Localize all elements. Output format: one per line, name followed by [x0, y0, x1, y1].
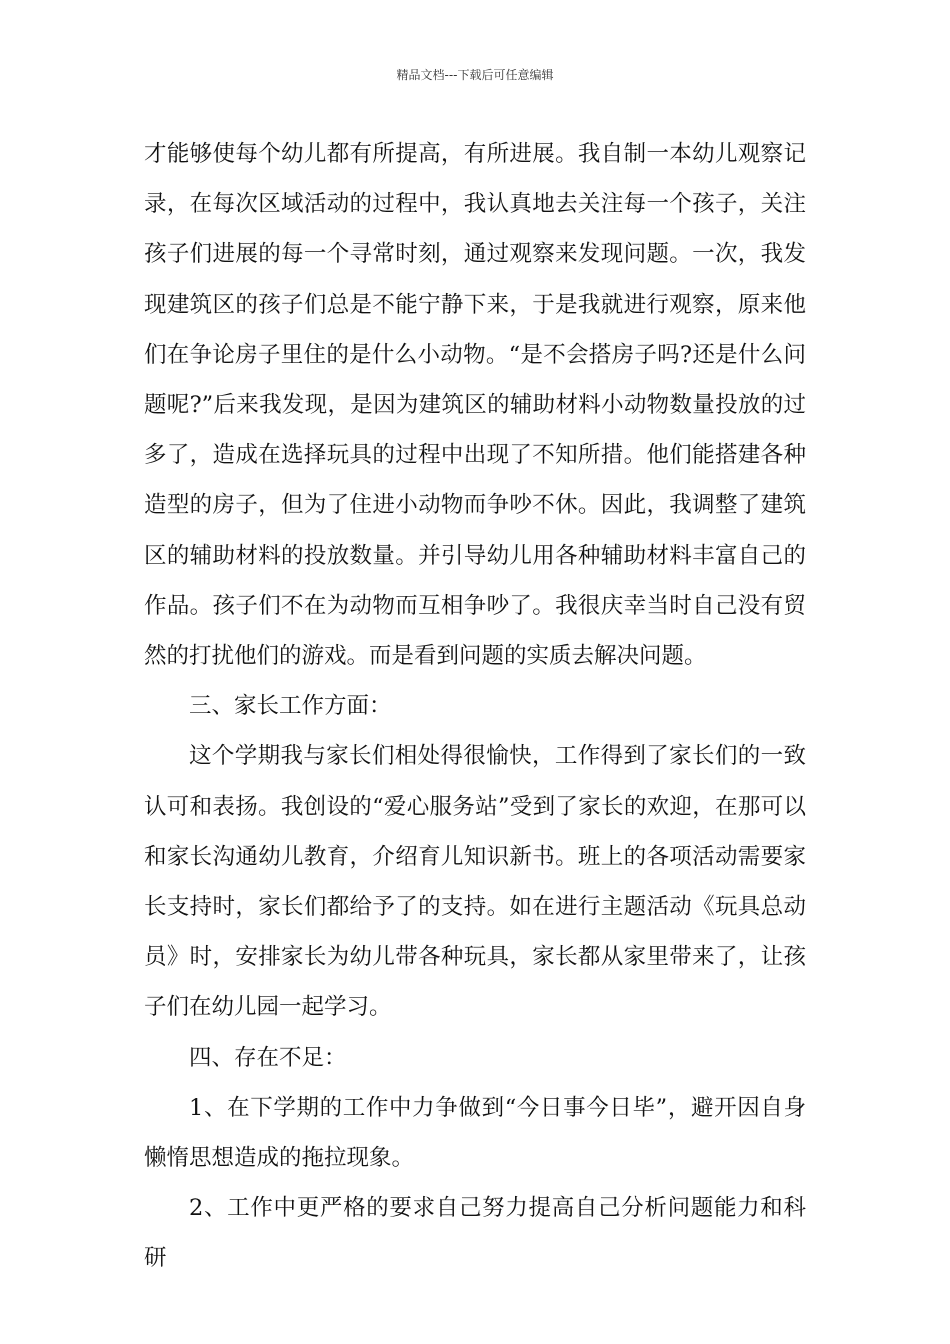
paragraph-shortcoming-2: 2、工作中更严格的要求自己努力提高自己分析问题能力和科研 — [144, 1195, 806, 1272]
document-body — [144, 129, 806, 1284]
page-header: 精品文档---下载后可任意编辑 — [396, 68, 554, 82]
section-heading-shortcomings: 四、存在不足： — [189, 1044, 347, 1071]
paragraph-shortcoming-1: 1、在下学期的工作中力争做到“今日事今日毕”，避开因自身懒惰思想造成的拖拉现象。 — [144, 1094, 806, 1172]
section-heading-parent-work: 三、家长工作方面： — [189, 693, 392, 720]
paragraph-observation: 才能够使每个幼儿都有所提高，有所进展。我自制一本幼儿观察记录，在每次区域活动的过程中，我认真地去关注每一个孩子，关注孩子们进展的每一个寻常时刻，通过观察来发现问题。一次，我发现建筑区的孩子们总是不能宁静下来，于是我就进行观察，原来他们在争论房子里住的是什么小动物。“是不会搭房子吗?还是什么问题呢?”后来我发现，是因为建筑区的辅助材料小动物数量投放的过多了，造成在选择玩具的过程中出现了不知所措。他们能搭建各种造型的房子，但为了住进小动物而争吵不休。因此，我调整了建筑区的辅助材料的投放数量。并引导幼儿用各种辅助材料丰富自己的作品。孩子们不在为动物而互相争吵了。我很庆幸当时自己没有贸然的打扰他们的游戏。而是看到问题的实质去解决问题。 — [144, 141, 806, 670]
paragraph-parent-work: 这个学期我与家长们相处得很愉快，工作得到了家长们的一致认可和表扬。我创设的“爱心服务站”受到了家长的欢迎，在那可以和家长沟通幼儿教育，介绍育儿知识新书。班上的各项活动需要家长支持时，家长们都给予了的支持。如在进行主题活动《玩具总动员》时，安排家长为幼儿带各种玩具，家长都从家里带来了，让孩子们在幼儿园一起学习。 — [144, 743, 806, 1021]
